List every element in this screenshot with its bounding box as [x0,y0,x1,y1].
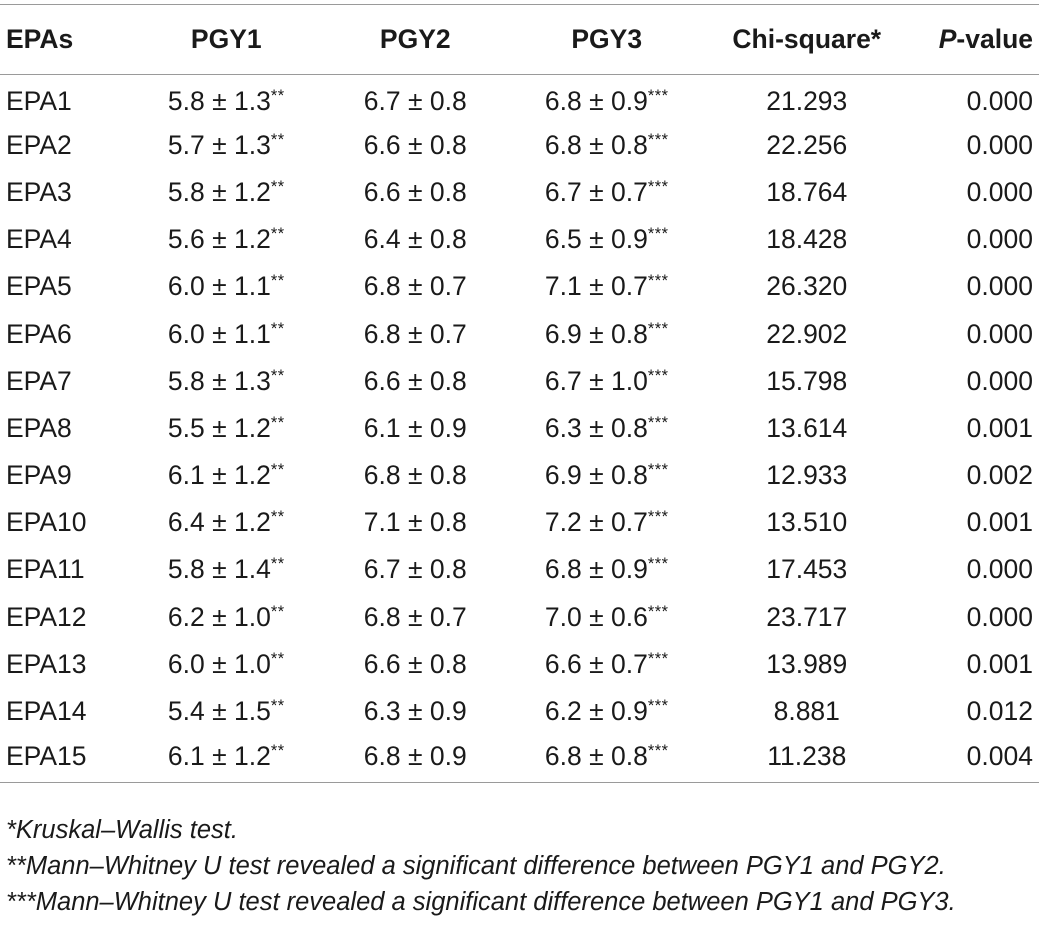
cell-chi-square: 18.428 [766,224,848,255]
table-row [0,263,1039,310]
cell-chi-square: 22.256 [766,129,848,160]
cell-pgy3 [503,452,710,499]
table-body [0,75,1039,783]
table-row [0,216,1039,263]
cell-pgy3-mark: *** [647,741,669,760]
cell-pgy1-value: 5.6 ± 1.2 [167,224,271,255]
cell-p-value: 0.001 [966,648,1033,679]
cell-p-value: 0.000 [966,365,1033,396]
table-header-row [0,5,1039,75]
cell-pgy1 [125,452,327,499]
cell-p-value: 0.000 [966,554,1033,585]
cell-pgy3 [503,310,710,357]
cell-chi-square: 13.510 [766,507,848,538]
epa-scores-table [0,4,1039,783]
cell-chi-square: 8.881 [773,696,840,727]
header-pgy3: PGY3 [503,5,710,75]
table-row [0,122,1039,169]
cell-pgy1-value: 6.2 ± 1.0 [167,601,271,632]
footnote-kruskal-wallis: *Kruskal–Wallis test. [6,816,238,844]
cell-pgy3-value: 7.1 ± 0.7 [544,271,648,302]
cell-pgy1-mark: ** [270,86,285,105]
cell-pgy3-mark: *** [647,86,669,105]
cell-epa: EPA9 [6,460,72,491]
cell-pgy3 [503,263,710,310]
cell-pgy2: 6.6 ± 0.8 [363,129,467,160]
table-row [0,594,1039,641]
cell-p-value: 0.000 [966,318,1033,349]
cell-pgy3-mark: *** [647,130,669,149]
cell-p-value: 0.004 [903,735,1039,782]
header-p-italic: P [938,24,957,54]
cell-pgy3-mark: *** [647,319,669,338]
cell-pgy1 [125,546,327,593]
cell-pgy3-value: 6.8 ± 0.9 [544,85,648,116]
header-chi-square: Chi-square* [710,5,903,75]
cell-pgy3-value: 6.5 ± 0.9 [544,224,648,255]
cell-pgy3 [503,75,710,122]
cell-epa: EPA15 [0,735,125,782]
cell-pgy1 [125,641,327,688]
cell-pgy1-value: 5.8 ± 1.3 [167,365,271,396]
cell-pgy1-mark: ** [270,602,285,621]
cell-pgy1-mark: ** [270,508,285,527]
table-row [0,310,1039,357]
cell-p-value: 0.000 [966,224,1033,255]
cell-epa: EPA6 [6,318,72,349]
cell-pgy1-value: 5.8 ± 1.4 [167,554,271,585]
cell-pgy3 [503,216,710,263]
cell-pgy2: 6.3 ± 0.9 [363,696,467,727]
cell-pgy3-mark: *** [647,366,669,385]
cell-pgy1-value: 5.5 ± 1.2 [167,412,271,443]
cell-pgy1-mark: ** [270,741,285,760]
cell-chi-square: 17.453 [766,554,848,585]
footnote-pgy1-pgy2: **Mann–Whitney U test revealed a significant difference between PGY1 and PGY2. [6,852,946,880]
cell-epa: EPA10 [6,507,87,538]
cell-pgy3-mark: *** [647,461,669,480]
cell-epa: EPA1 [6,85,72,116]
cell-pgy3-value: 7.0 ± 0.6 [544,601,648,632]
cell-pgy3 [503,546,710,593]
cell-pgy1 [125,263,327,310]
cell-pgy1-value: 5.8 ± 1.3 [167,85,271,116]
cell-pgy2: 6.8 ± 0.9 [327,735,503,782]
cell-epa: EPA8 [6,412,72,443]
cell-p-value: 0.000 [966,85,1033,116]
table-row [0,169,1039,216]
cell-pgy3-mark: *** [647,508,669,527]
cell-pgy1-value: 6.1 ± 1.2 [167,460,271,491]
cell-p-value: 0.000 [966,129,1033,160]
cell-pgy3 [503,735,710,782]
cell-pgy2: 6.6 ± 0.8 [363,365,467,396]
cell-pgy1 [125,499,327,546]
cell-pgy2: 6.7 ± 0.8 [363,85,467,116]
cell-epa: EPA5 [6,271,72,302]
cell-epa: EPA12 [6,601,87,632]
cell-pgy2: 6.8 ± 0.7 [363,271,467,302]
cell-pgy3-value: 6.8 ± 0.8 [544,129,648,160]
cell-epa: EPA2 [6,129,72,160]
cell-pgy3-value: 7.2 ± 0.7 [544,507,648,538]
cell-pgy3-mark: *** [647,697,669,715]
cell-pgy1-value: 6.4 ± 1.2 [167,507,271,538]
cell-chi-square: 26.320 [766,271,848,302]
table-row [0,735,1039,782]
header-pgy2: PGY2 [327,5,503,75]
cell-pgy3 [503,641,710,688]
cell-p-value: 0.001 [966,507,1033,538]
cell-pgy1-mark: ** [270,649,285,668]
cell-pgy2: 6.7 ± 0.8 [363,554,467,585]
cell-epa: EPA11 [6,554,85,585]
cell-pgy1 [125,405,327,452]
cell-pgy3-value: 6.8 ± 0.8 [544,740,648,771]
table-row [0,688,1039,735]
cell-pgy3 [503,594,710,641]
header-pgy1: PGY1 [125,5,327,75]
cell-pgy1-value: 6.0 ± 1.1 [167,318,271,349]
cell-pgy1-value: 6.0 ± 1.0 [167,648,271,679]
cell-pgy3-mark: *** [647,602,669,621]
cell-pgy1-value: 5.4 ± 1.5 [167,696,271,727]
cell-pgy1-mark: ** [270,225,285,244]
cell-pgy3 [503,688,710,735]
cell-pgy3-value: 6.8 ± 0.9 [544,554,648,585]
cell-pgy1 [125,169,327,216]
cell-pgy3-value: 6.7 ± 0.7 [544,176,648,207]
cell-pgy1-value: 5.8 ± 1.2 [167,176,271,207]
cell-chi-square: 22.902 [766,318,848,349]
cell-pgy3-value: 6.3 ± 0.8 [544,412,648,443]
cell-p-value: 0.000 [966,176,1033,207]
cell-pgy1-mark: ** [270,319,285,338]
cell-pgy1-mark: ** [270,461,285,480]
cell-p-value: 0.012 [966,696,1033,727]
cell-pgy1-mark: ** [270,697,285,715]
cell-p-value: 0.002 [966,460,1033,491]
cell-chi-square: 13.614 [766,412,848,443]
cell-pgy1 [125,216,327,263]
cell-pgy1-mark: ** [270,555,285,574]
cell-pgy2: 6.8 ± 0.7 [363,601,467,632]
cell-pgy1 [125,310,327,357]
cell-chi-square: 12.933 [766,460,848,491]
cell-pgy2: 6.1 ± 0.9 [363,412,467,443]
cell-p-value: 0.000 [966,601,1033,632]
cell-chi-square: 13.989 [766,648,848,679]
table-row [0,75,1039,122]
cell-pgy3 [503,405,710,452]
cell-pgy3-mark: *** [647,177,669,196]
cell-epa: EPA14 [6,696,87,727]
cell-pgy1 [125,122,327,169]
cell-pgy1-mark: ** [270,130,285,149]
cell-chi-square: 15.798 [766,365,848,396]
cell-chi-square: 18.764 [766,176,848,207]
cell-chi-square: 11.238 [710,735,903,782]
table-row [0,358,1039,405]
cell-pgy2: 6.6 ± 0.8 [363,176,467,207]
header-p-rest: -value [956,24,1033,54]
cell-pgy1-mark: ** [270,413,285,432]
table-row [0,499,1039,546]
cell-pgy1-mark: ** [270,177,285,196]
cell-pgy1-value: 6.1 ± 1.2 [167,740,271,771]
cell-pgy1 [125,358,327,405]
header-epas: EPAs [0,5,125,75]
cell-pgy1 [125,735,327,782]
cell-epa: EPA4 [6,224,72,255]
cell-pgy1 [125,594,327,641]
cell-pgy1-mark: ** [270,366,285,385]
cell-pgy2: 6.8 ± 0.7 [363,318,467,349]
cell-pgy3-value: 6.9 ± 0.8 [544,460,648,491]
cell-pgy3-mark: *** [647,555,669,574]
cell-pgy1 [125,75,327,122]
cell-pgy1-value: 6.0 ± 1.1 [167,271,271,302]
cell-pgy3-value: 6.7 ± 1.0 [544,365,648,396]
cell-pgy3-value: 6.6 ± 0.7 [544,648,648,679]
table-row [0,641,1039,688]
cell-pgy3-mark: *** [647,272,669,291]
footnote-pgy1-pgy3: ***Mann–Whitney U test revealed a significant difference between PGY1 and PGY3. [6,888,956,916]
header-p-value [903,5,1039,75]
table-row [0,546,1039,593]
cell-epa: EPA7 [6,365,72,396]
cell-chi-square: 21.293 [766,85,848,116]
cell-pgy2: 6.6 ± 0.8 [363,648,467,679]
cell-pgy2: 7.1 ± 0.8 [363,507,467,538]
cell-epa: EPA3 [6,176,72,207]
table-row [0,452,1039,499]
cell-epa: EPA13 [6,648,87,679]
cell-pgy2: 6.8 ± 0.8 [363,460,467,491]
cell-pgy1-value: 5.7 ± 1.3 [167,129,271,160]
cell-pgy3-mark: *** [647,413,669,432]
cell-pgy2: 6.4 ± 0.8 [363,224,467,255]
cell-chi-square: 23.717 [766,601,848,632]
cell-p-value: 0.001 [966,412,1033,443]
cell-pgy3 [503,499,710,546]
footnotes [6,812,1036,920]
cell-pgy3-mark: *** [647,225,669,244]
cell-pgy3 [503,358,710,405]
cell-pgy3 [503,122,710,169]
cell-p-value: 0.000 [966,271,1033,302]
cell-pgy1-mark: ** [270,272,285,291]
cell-pgy3-value: 6.2 ± 0.9 [544,696,648,727]
cell-pgy3-mark: *** [647,649,669,668]
cell-pgy3 [503,169,710,216]
cell-pgy1 [125,688,327,735]
table-row [0,405,1039,452]
cell-pgy3-value: 6.9 ± 0.8 [544,318,648,349]
